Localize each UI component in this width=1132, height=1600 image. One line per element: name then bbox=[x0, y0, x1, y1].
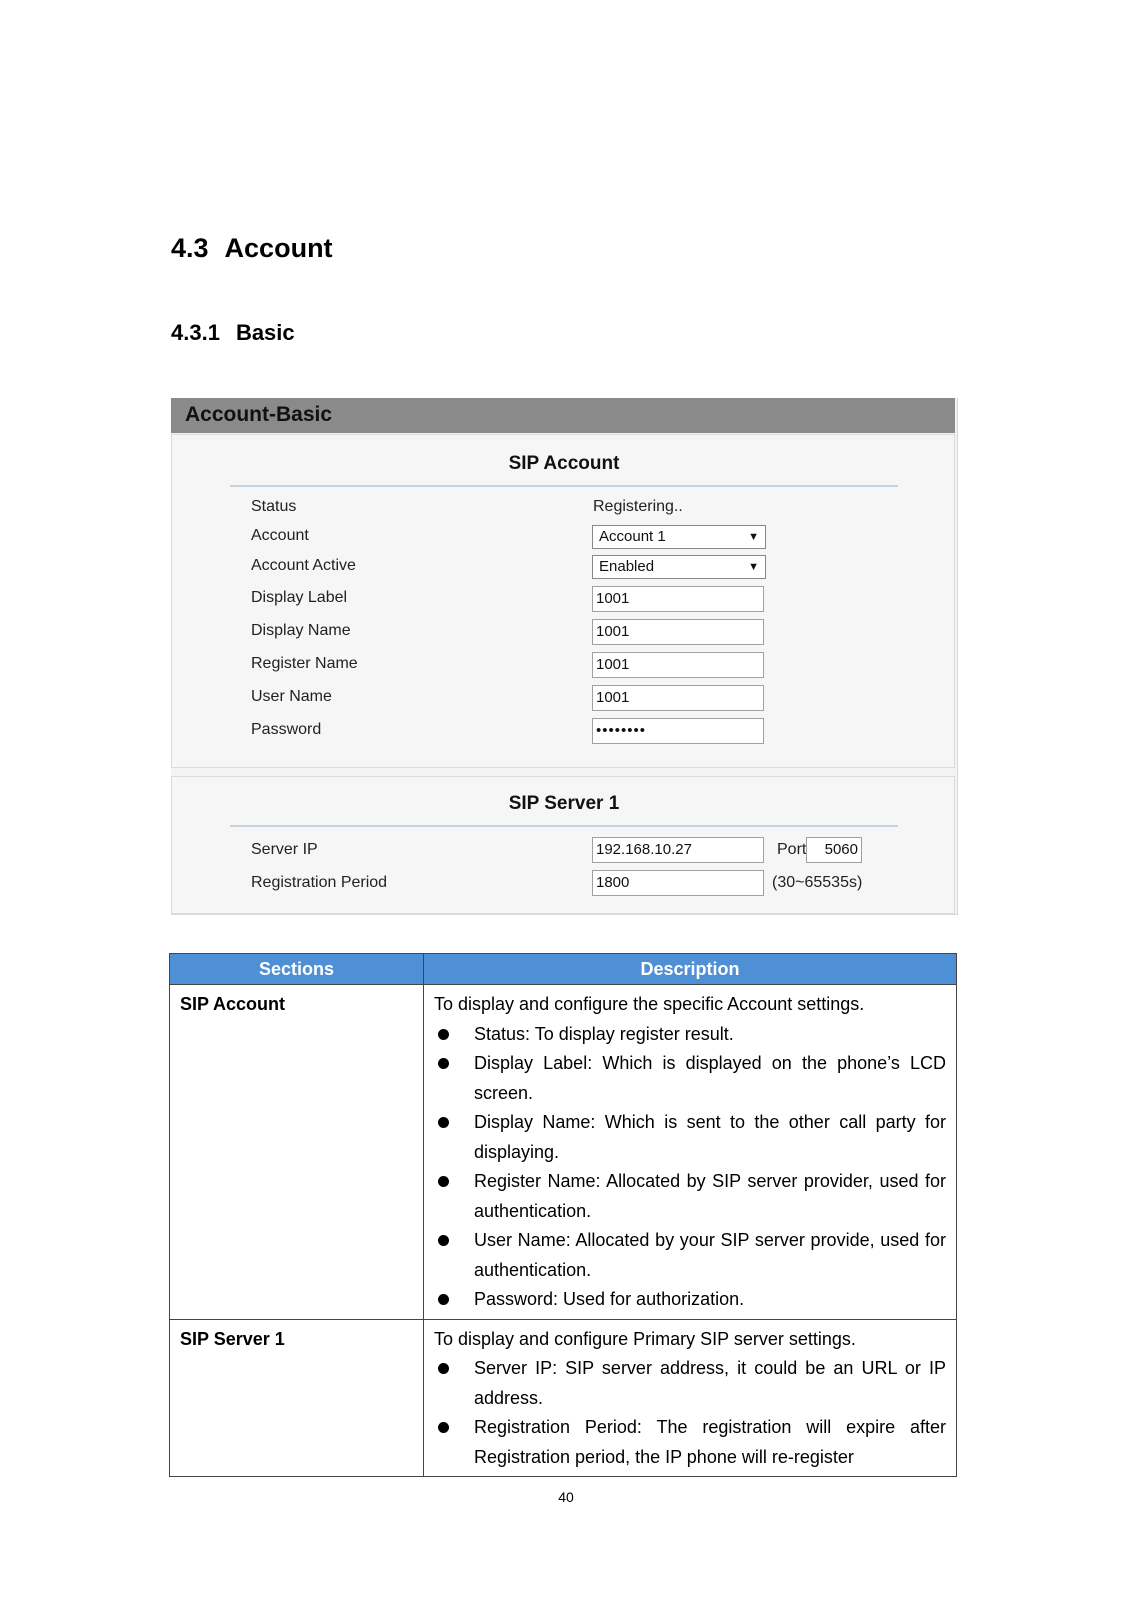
bullet-icon bbox=[438, 1176, 449, 1187]
description-cell bbox=[424, 985, 957, 1320]
registration-period-label: Registration Period bbox=[251, 874, 388, 891]
panel-header: Account-Basic bbox=[171, 398, 955, 433]
description-cell bbox=[424, 1319, 957, 1477]
table-row bbox=[170, 1319, 957, 1477]
dropdown-arrow-icon: ▼ bbox=[748, 561, 759, 573]
password-label: Password bbox=[251, 721, 322, 738]
list-item bbox=[434, 1167, 946, 1226]
registration-period-hint: (30~65535s) bbox=[772, 874, 863, 891]
account-select[interactable] bbox=[592, 525, 766, 549]
bullet-text: Status: To display register result. bbox=[474, 1023, 734, 1044]
section-number: 4.3 bbox=[171, 233, 209, 263]
table-row bbox=[170, 985, 957, 1320]
list-item bbox=[434, 1285, 946, 1315]
register-name-input[interactable]: 1001 bbox=[592, 652, 764, 678]
bullet-icon bbox=[438, 1294, 449, 1305]
section-heading bbox=[171, 233, 333, 264]
status-value: Registering.. bbox=[593, 498, 683, 515]
list-item bbox=[434, 1413, 946, 1472]
list-item bbox=[434, 1354, 946, 1413]
registration-period-input[interactable]: 1800 bbox=[592, 870, 764, 896]
user-name-label: User Name bbox=[251, 688, 332, 705]
bullet-text: Registration Period: The registration will expire after Registration period, the IP phone will re-register bbox=[474, 1417, 946, 1467]
display-name-label: Display Name bbox=[251, 622, 351, 639]
account-basic-screenshot bbox=[171, 398, 958, 915]
register-name-label: Register Name bbox=[251, 655, 358, 672]
display-label-label: Display Label bbox=[251, 589, 348, 606]
bullet-text: Password: Used for authorization. bbox=[474, 1289, 745, 1309]
server-ip-input[interactable]: 192.168.10.27 bbox=[592, 837, 764, 863]
dropdown-arrow-icon: ▼ bbox=[748, 531, 759, 543]
sections-table bbox=[169, 953, 957, 1477]
bullet-list bbox=[434, 1354, 946, 1472]
bullet-text: User Name: Allocated by your SIP server provide, used for authentication. bbox=[474, 1230, 946, 1280]
list-item bbox=[434, 1108, 946, 1167]
bullet-text: Display Name: Which is sent to the other call party for displaying. bbox=[474, 1112, 946, 1162]
password-input[interactable]: •••••••• bbox=[592, 718, 764, 744]
display-label-input[interactable]: 1001 bbox=[592, 586, 764, 612]
section-cell: SIP Server 1 bbox=[170, 1319, 424, 1477]
description-intro: To display and configure Primary SIP server settings. bbox=[434, 1328, 856, 1349]
sip-account-title: SIP Account bbox=[508, 453, 620, 474]
section-cell: SIP Account bbox=[170, 985, 424, 1320]
account-label: Account bbox=[251, 527, 309, 544]
port-label: Port bbox=[777, 841, 807, 858]
server-ip-label: Server IP bbox=[251, 841, 318, 858]
bullet-icon bbox=[438, 1029, 449, 1040]
sip-account-group bbox=[171, 434, 955, 768]
bullet-text: Display Label: Which is displayed on the phone’s LCD screen. bbox=[474, 1053, 946, 1103]
account-active-select-value: Enabled bbox=[599, 558, 655, 575]
header-sections: Sections bbox=[170, 954, 424, 985]
account-active-select[interactable] bbox=[592, 555, 766, 579]
description-intro: To display and configure the specific Account settings. bbox=[434, 994, 865, 1014]
sip-server-title: SIP Server 1 bbox=[508, 793, 620, 814]
status-label: Status bbox=[251, 498, 297, 515]
sip-server-divider bbox=[230, 825, 898, 827]
section-title: Account bbox=[224, 233, 333, 263]
port-input[interactable]: 5060 bbox=[806, 837, 862, 863]
subsection-title: Basic bbox=[235, 320, 295, 345]
table-header-row bbox=[170, 954, 957, 985]
bullet-icon bbox=[438, 1235, 449, 1246]
list-item bbox=[434, 1049, 946, 1108]
bullet-text: Server IP: SIP server address, it could be an URL or IP address. bbox=[474, 1358, 946, 1408]
list-item bbox=[434, 1226, 946, 1285]
sip-account-divider bbox=[230, 485, 898, 487]
user-name-input[interactable]: 1001 bbox=[592, 685, 764, 711]
display-name-input[interactable]: 1001 bbox=[592, 619, 764, 645]
account-select-value: Account 1 bbox=[599, 528, 666, 545]
list-item bbox=[434, 1020, 946, 1050]
bullet-icon bbox=[438, 1363, 449, 1374]
subsection-heading bbox=[171, 320, 295, 346]
page-number: 40 bbox=[558, 1489, 574, 1505]
bullet-icon bbox=[438, 1058, 449, 1069]
sip-server-group bbox=[171, 776, 955, 914]
bullet-text: Register Name: Allocated by SIP server provider, used for authentication. bbox=[474, 1171, 946, 1221]
bullet-icon bbox=[438, 1422, 449, 1433]
account-active-label: Account Active bbox=[251, 557, 356, 574]
bullet-list bbox=[434, 1020, 946, 1315]
bullet-icon bbox=[438, 1117, 449, 1128]
subsection-number: 4.3.1 bbox=[171, 320, 220, 345]
header-description: Description bbox=[424, 954, 957, 985]
